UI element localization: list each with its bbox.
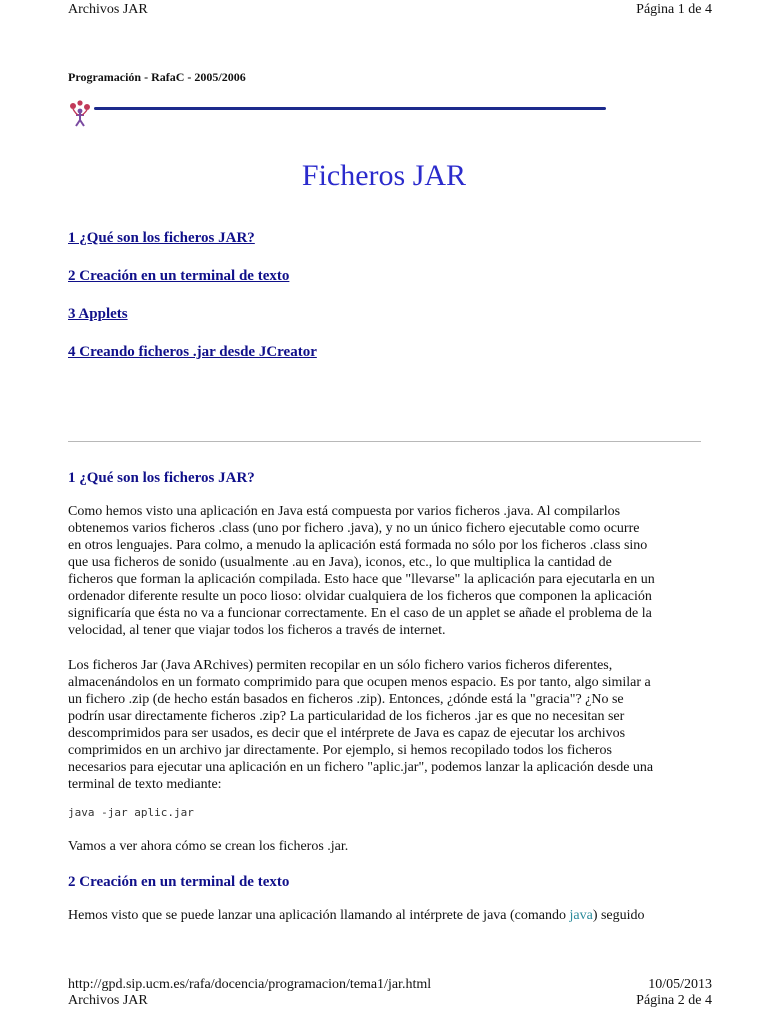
- section2-heading: 2 Creación en un terminal de texto: [68, 874, 290, 890]
- text-line: velocidad, al tener que viajar todos los ficheros a través de internet.: [68, 623, 446, 638]
- toc-link-jcreator[interactable]: 4 Creando ficheros .jar desde JCreator: [68, 344, 317, 360]
- section-divider: [68, 441, 701, 442]
- text-line: que usa ficheros de sonido (usualmente .au en Java), iconos, etc., lo que multiplica la cantidad de: [68, 555, 612, 570]
- course-info: Programación - RafaC - 2005/2006: [68, 70, 246, 84]
- page-header-title: Archivos JAR: [68, 2, 148, 17]
- footer-url: http://gpd.sip.ucm.es/rafa/docencia/programacion/tema1/jar.html: [68, 977, 432, 992]
- text-fragment: ) seguido: [592, 908, 645, 923]
- text-line: descomprimidos para ser usados, es decir que el intérprete de Java es capaz de ejecutar los archivos: [68, 726, 626, 741]
- text-line: comprimidos en un archivo jar directamente. Por ejemplo, si hemos recopilado todos los ficheros: [68, 743, 612, 758]
- text-line: un fichero .zip (de hecho están basados en ficheros .zip). Entonces, ¿dónde está la "gracia"? ¿No se: [68, 692, 624, 707]
- text-line: ordenador diferente resulte un poco lioso: olvidar cualquiera de los ficheros que componen la aplicación: [68, 589, 652, 604]
- text-line: significaría que ésta no va a funcionar correctamente. En el caso de un applet se añade el problema de la: [68, 606, 652, 621]
- text-line: ficheros que forman la aplicación compilada. Esto hace que "llevarse" la aplicación para ejecutarla en un: [68, 572, 655, 587]
- text-line: almacenándolos en un formato comprimido para que ocupen menos espacio. Es por tanto, algo similar a: [68, 675, 651, 690]
- section1-paragraph2: [68, 657, 704, 793]
- text-line: Los ficheros Jar (Java ARchives) permiten recopilar en un sólo fichero varios ficheros diferentes,: [68, 658, 613, 673]
- text-line: terminal de texto mediante:: [68, 777, 222, 792]
- footer-page-title: Archivos JAR: [68, 993, 148, 1008]
- toc-link-creacion-terminal[interactable]: 2 Creación en un terminal de texto: [68, 268, 290, 284]
- section1-paragraph1: [68, 503, 704, 639]
- footer-page-number: Página 2 de 4: [636, 993, 712, 1008]
- text-line: en otros lenguajes. Para colmo, a menudo la aplicación está formada no sólo por los ficheros .class sino: [68, 538, 648, 553]
- toc-link-applets[interactable]: 3 Applets: [68, 306, 128, 322]
- text-line: obtenemos varios ficheros .class (uno por fichero .java), y no un único fichero ejecutable como ocurre: [68, 521, 640, 536]
- juggler-logo-icon: [68, 100, 92, 128]
- text-line: necesarios para ejecutar una aplicación en un fichero "aplic.jar", podemos lanzar la aplicación desde una: [68, 760, 654, 775]
- page-number-top: Página 1 de 4: [636, 2, 712, 17]
- text-line: Como hemos visto una aplicación en Java está compuesta por varios ficheros .java. Al compilarlos: [68, 504, 621, 519]
- text-fragment: Hemos visto que se puede lanzar una aplicación llamando al intérprete de java (comando: [68, 908, 570, 923]
- document-title: Ficheros JAR: [301, 159, 467, 192]
- java-command-link[interactable]: java: [569, 908, 593, 923]
- section1-heading: 1 ¿Qué son los ficheros JAR?: [68, 470, 255, 486]
- text-line: podrín usar directamente ficheros .zip? La particularidad de los ficheros .jar es que no necesitan ser: [68, 709, 625, 724]
- footer-date: 10/05/2013: [648, 977, 712, 992]
- header-divider: [94, 107, 606, 110]
- section1-paragraph3: Vamos a ver ahora cómo se crean los ficheros .jar.: [68, 839, 349, 854]
- code-example: java -jar aplic.jar: [68, 806, 194, 819]
- toc-link-que-son[interactable]: 1 ¿Qué son los ficheros JAR?: [68, 230, 255, 246]
- section2-paragraph1: [68, 907, 645, 924]
